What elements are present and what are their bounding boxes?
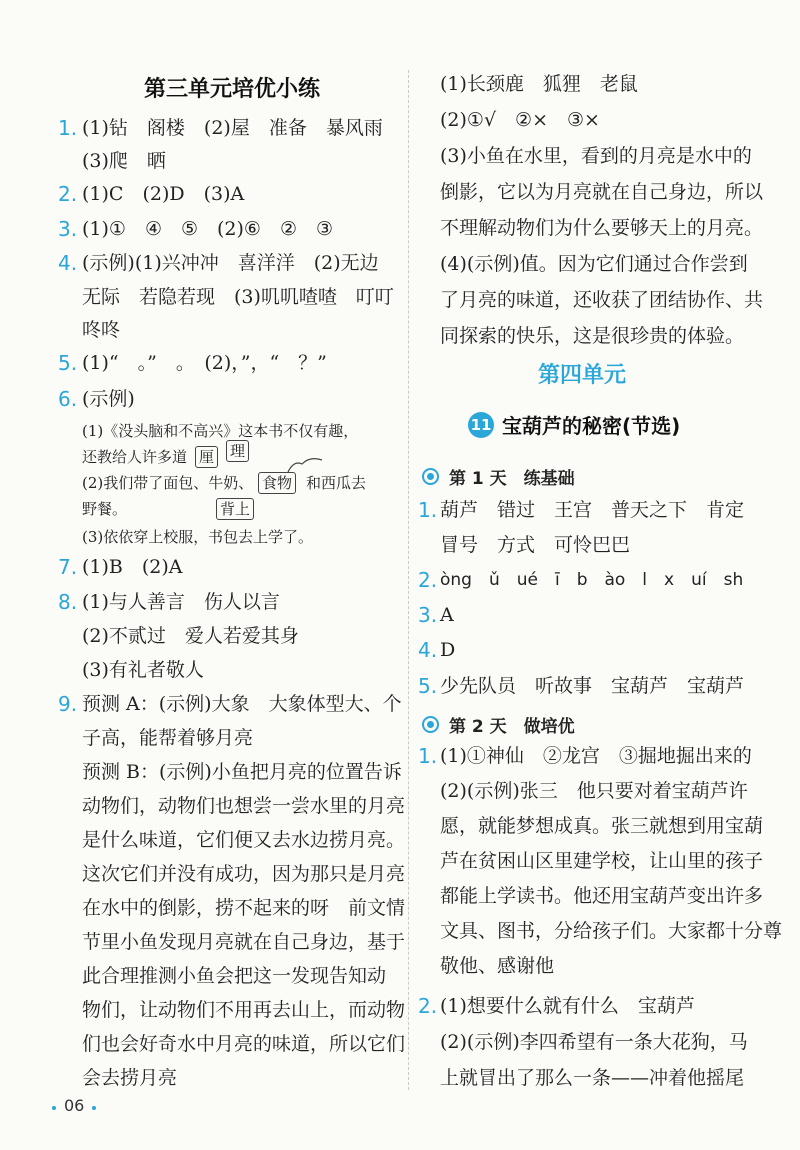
answer-line: (1)C (2)D (3)A — [82, 183, 245, 205]
answer-line: A — [440, 604, 454, 626]
lesson-number-badge: 11 — [468, 412, 494, 438]
question-number: 3. — [58, 217, 78, 241]
corrected-char-box: 理 — [226, 440, 249, 462]
answer-line: (示例)(1)兴冲冲 喜洋洋 (2)无边 — [82, 252, 379, 274]
question-number: 5. — [58, 351, 78, 375]
day1-heading — [422, 464, 575, 489]
answer-line: 同探索的快乐，这是很珍贵的体验。 — [440, 325, 745, 347]
answer-line: 上就冒出了那么一条——冲着他摇尾 — [440, 1067, 745, 1089]
answer-line: 们也会好奇水中月亮的味道，所以它们 — [82, 1033, 406, 1055]
answer-line: 节里小鱼发现月亮就在自己身边，基于 — [82, 931, 406, 953]
answer-line: 咚咚 — [82, 319, 121, 341]
question-number: 8. — [58, 590, 78, 614]
bullet-ring-icon — [422, 716, 439, 733]
answer-line: (3)小鱼在水里，看到的月亮是水中的 — [440, 145, 752, 167]
day2-label: 第 2 天 做培优 — [449, 717, 575, 737]
question-number: 2. — [58, 182, 78, 206]
answer-line: (1)①神仙 ②龙宫 ③掘地掘出来的 — [440, 745, 752, 767]
answer-line: (2)(示例)李四希望有一条大花狗，马 — [440, 1031, 748, 1053]
question-number: 2. — [418, 568, 438, 592]
answer-line: 子高，能帮着够月亮 — [82, 727, 254, 749]
day1-label: 第 1 天 练基础 — [449, 469, 575, 489]
answer-line: 文具、图书，分给孩子们。大家都十分尊 — [440, 920, 783, 942]
answer-line: 了月亮的味道，还收获了团结协作、共 — [440, 289, 764, 311]
answer-line: (2)①√ ②× ③× — [440, 109, 600, 131]
answer-line: (2)不贰过 爱人若爱其身 — [82, 625, 299, 647]
answer-line: 预测 A：(示例)大象 大象体型大、个 — [82, 693, 402, 715]
unit-title: 第四单元 — [538, 363, 627, 388]
answer-line: (1)想要什么就有什么 宝葫芦 — [440, 995, 695, 1017]
page-dot — [52, 1106, 56, 1110]
sentence-line: 还教给人许多道 — [82, 448, 188, 466]
sentence-line: 和西瓜去 — [306, 474, 367, 492]
answer-line: (2)(示例)张三 他只要对着宝葫芦许 — [440, 780, 748, 802]
answer-line: (1)与人善言 伤人以言 — [82, 591, 280, 613]
answer-line: (1)B (2)A — [82, 556, 183, 578]
page-dot — [92, 1106, 96, 1110]
answer-line: (1)长颈鹿 狐狸 老鼠 — [440, 73, 638, 95]
question-number: 4. — [418, 638, 438, 662]
question-number: 2. — [418, 994, 438, 1018]
answer-line: 在水中的倒影，捞不起来的呀 前文情 — [82, 897, 406, 919]
column-divider — [408, 70, 409, 1090]
question-number: 9. — [58, 692, 78, 716]
lesson-heading — [468, 410, 680, 439]
sentence-line: 书包去上学了。 — [208, 528, 314, 546]
answer-line: 动物们，动物们也想尝一尝水里的月亮 — [82, 795, 406, 817]
answer-line: 是什么味道，它们便又去水边捞月亮。 — [82, 829, 406, 851]
answer-line: 物们，让动物们不用再去山上，而动物 — [82, 999, 406, 1021]
pinyin-answer-line: òng ǔ ué ī b ào l x uí sh — [440, 570, 744, 590]
question-number: 1. — [58, 116, 78, 140]
correction-mark-icon — [286, 452, 326, 476]
page-number: 06 — [64, 1096, 85, 1115]
answer-line: (3)有礼者敬人 — [82, 659, 204, 681]
sentence-line: (1)《没头脑和不高兴》这本书不仅有趣， — [82, 422, 359, 440]
answer-line: 这次它们并没有成功，因为那只是月亮 — [82, 863, 406, 885]
corrected-word-box: 食物 — [258, 472, 296, 494]
answer-line: 倒影，它以为月亮就在自己身边，所以 — [440, 181, 764, 203]
lesson-title: 宝葫芦的秘密(节选) — [502, 414, 681, 438]
sentence-line: (2)我们带了面包、牛奶、 — [82, 474, 254, 492]
answer-line: D — [440, 639, 456, 661]
answer-line: 会去捞月亮 — [82, 1067, 178, 1089]
answer-line: (1)① ④ ⑤ (2)⑥ ② ③ — [82, 218, 334, 240]
answer-line: 预测 B：(示例)小鱼把月亮的位置告诉 — [82, 761, 402, 783]
answer-line: 少先队员 听故事 宝葫芦 宝葫芦 — [440, 675, 745, 697]
answer-line: 芦在贫困山区里建学校，让山里的孩子 — [440, 850, 764, 872]
bullet-ring-icon — [422, 468, 439, 485]
sentence-line: 野餐。 — [82, 500, 128, 518]
question-number: 1. — [418, 498, 438, 522]
answer-line: 无际 若隐若现 (3)叽叽喳喳 叮叮 — [82, 286, 394, 308]
answer-line: (4)(示例)值。因为它们通过合作尝到 — [440, 253, 748, 275]
answer-line: (3)爬 晒 — [82, 150, 166, 172]
corrected-char-box: 厘 — [195, 446, 218, 468]
day2-heading — [422, 712, 575, 737]
sentence-line: (3)依依穿上校服， — [82, 528, 209, 546]
question-number: 3. — [418, 603, 438, 627]
answer-line: 不理解动物们为什么要够天上的月亮。 — [440, 217, 764, 239]
answer-line: 冒号 方式 可怜巴巴 — [440, 534, 631, 556]
question-number: 7. — [58, 555, 78, 579]
answer-line: (1)钻 阁楼 (2)屋 准备 暴风雨 — [82, 117, 383, 139]
answer-line: (示例) — [82, 388, 135, 410]
answer-line: 都能上学读书。他还用宝葫芦变出许多 — [440, 885, 764, 907]
answer-line: 葫芦 错过 王宫 普天之下 肯定 — [440, 499, 745, 521]
question-number: 5. — [418, 674, 438, 698]
answer-line: 敬他、感谢他 — [440, 955, 555, 977]
answer-line: 愿，就能梦想成真。张三就想到用宝葫 — [440, 815, 764, 837]
answer-line: 此合理推测小鱼会把这一发现告知动 — [82, 965, 387, 987]
section-title: 第三单元培优小练 — [144, 77, 321, 102]
answer-line: (1)“ 。” 。 (2)，”，“ ？” — [82, 352, 327, 374]
question-number: 1. — [418, 744, 438, 768]
question-number: 6. — [58, 387, 78, 411]
question-number: 4. — [58, 251, 78, 275]
corrected-word-box: 背上 — [216, 498, 254, 520]
